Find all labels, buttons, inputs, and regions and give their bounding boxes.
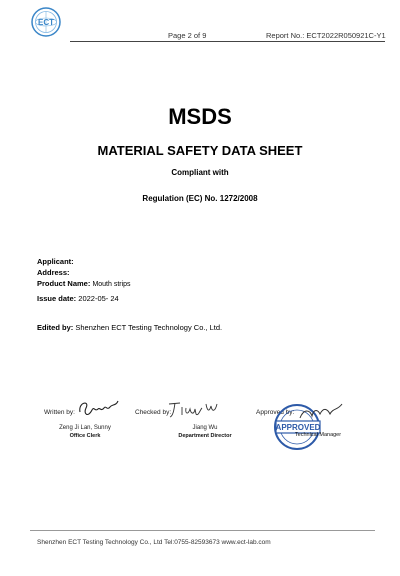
written-by-label: Written by: bbox=[44, 409, 75, 416]
written-signature bbox=[76, 396, 120, 420]
logo-text: ECT bbox=[38, 18, 54, 27]
checked-by-role: Department Director bbox=[178, 433, 232, 439]
checked-by-label: Checked by: bbox=[135, 409, 172, 416]
page-number: Page 2 of 9 bbox=[168, 31, 207, 40]
checked-by-name: Jiang Wu bbox=[192, 425, 218, 431]
edited-by-label: Edited by: bbox=[37, 323, 74, 332]
company-logo bbox=[30, 6, 62, 38]
header-divider bbox=[70, 41, 385, 42]
address-label: Address: bbox=[37, 268, 70, 277]
issue-date-label: Issue date: bbox=[37, 294, 77, 303]
product-value: Mouth strips bbox=[92, 281, 131, 288]
compliance-line: Compliant with bbox=[171, 168, 229, 177]
stamp-text: APPROVED bbox=[275, 423, 321, 432]
issue-date-value: 2022-05- 24 bbox=[78, 294, 119, 303]
edited-by-row bbox=[37, 323, 222, 332]
product-row bbox=[37, 279, 131, 288]
checked-signature bbox=[166, 398, 222, 420]
regulation-line: Regulation (EC) No. 1272/2008 bbox=[142, 194, 258, 203]
approval-stamp bbox=[270, 398, 346, 452]
applicant-label: Applicant: bbox=[37, 257, 74, 266]
written-by-role: Office Clerk bbox=[69, 433, 101, 439]
document-title: MSDS bbox=[168, 104, 232, 129]
address-row bbox=[37, 268, 70, 277]
applicant-row bbox=[37, 257, 74, 266]
written-by-name: Zeng Ji Lan, Sunny bbox=[59, 425, 111, 431]
issue-date-row bbox=[37, 294, 119, 303]
product-label: Product Name: bbox=[37, 279, 91, 288]
footer-contact: Shenzhen ECT Testing Technology Co., Ltd Tel:0755-82593673 www.ect-lab.com bbox=[37, 539, 271, 546]
footer-divider bbox=[30, 530, 375, 531]
document-subtitle: MATERIAL SAFETY DATA SHEET bbox=[97, 143, 303, 158]
approved-by-label: Approved by: bbox=[256, 409, 295, 416]
approved-by-role: Technical Manager bbox=[294, 432, 342, 438]
report-number: Report No.: ECT2022R050921C-Y1 bbox=[266, 31, 386, 40]
edited-by-value: Shenzhen ECT Testing Technology Co., Ltd. bbox=[75, 323, 223, 332]
